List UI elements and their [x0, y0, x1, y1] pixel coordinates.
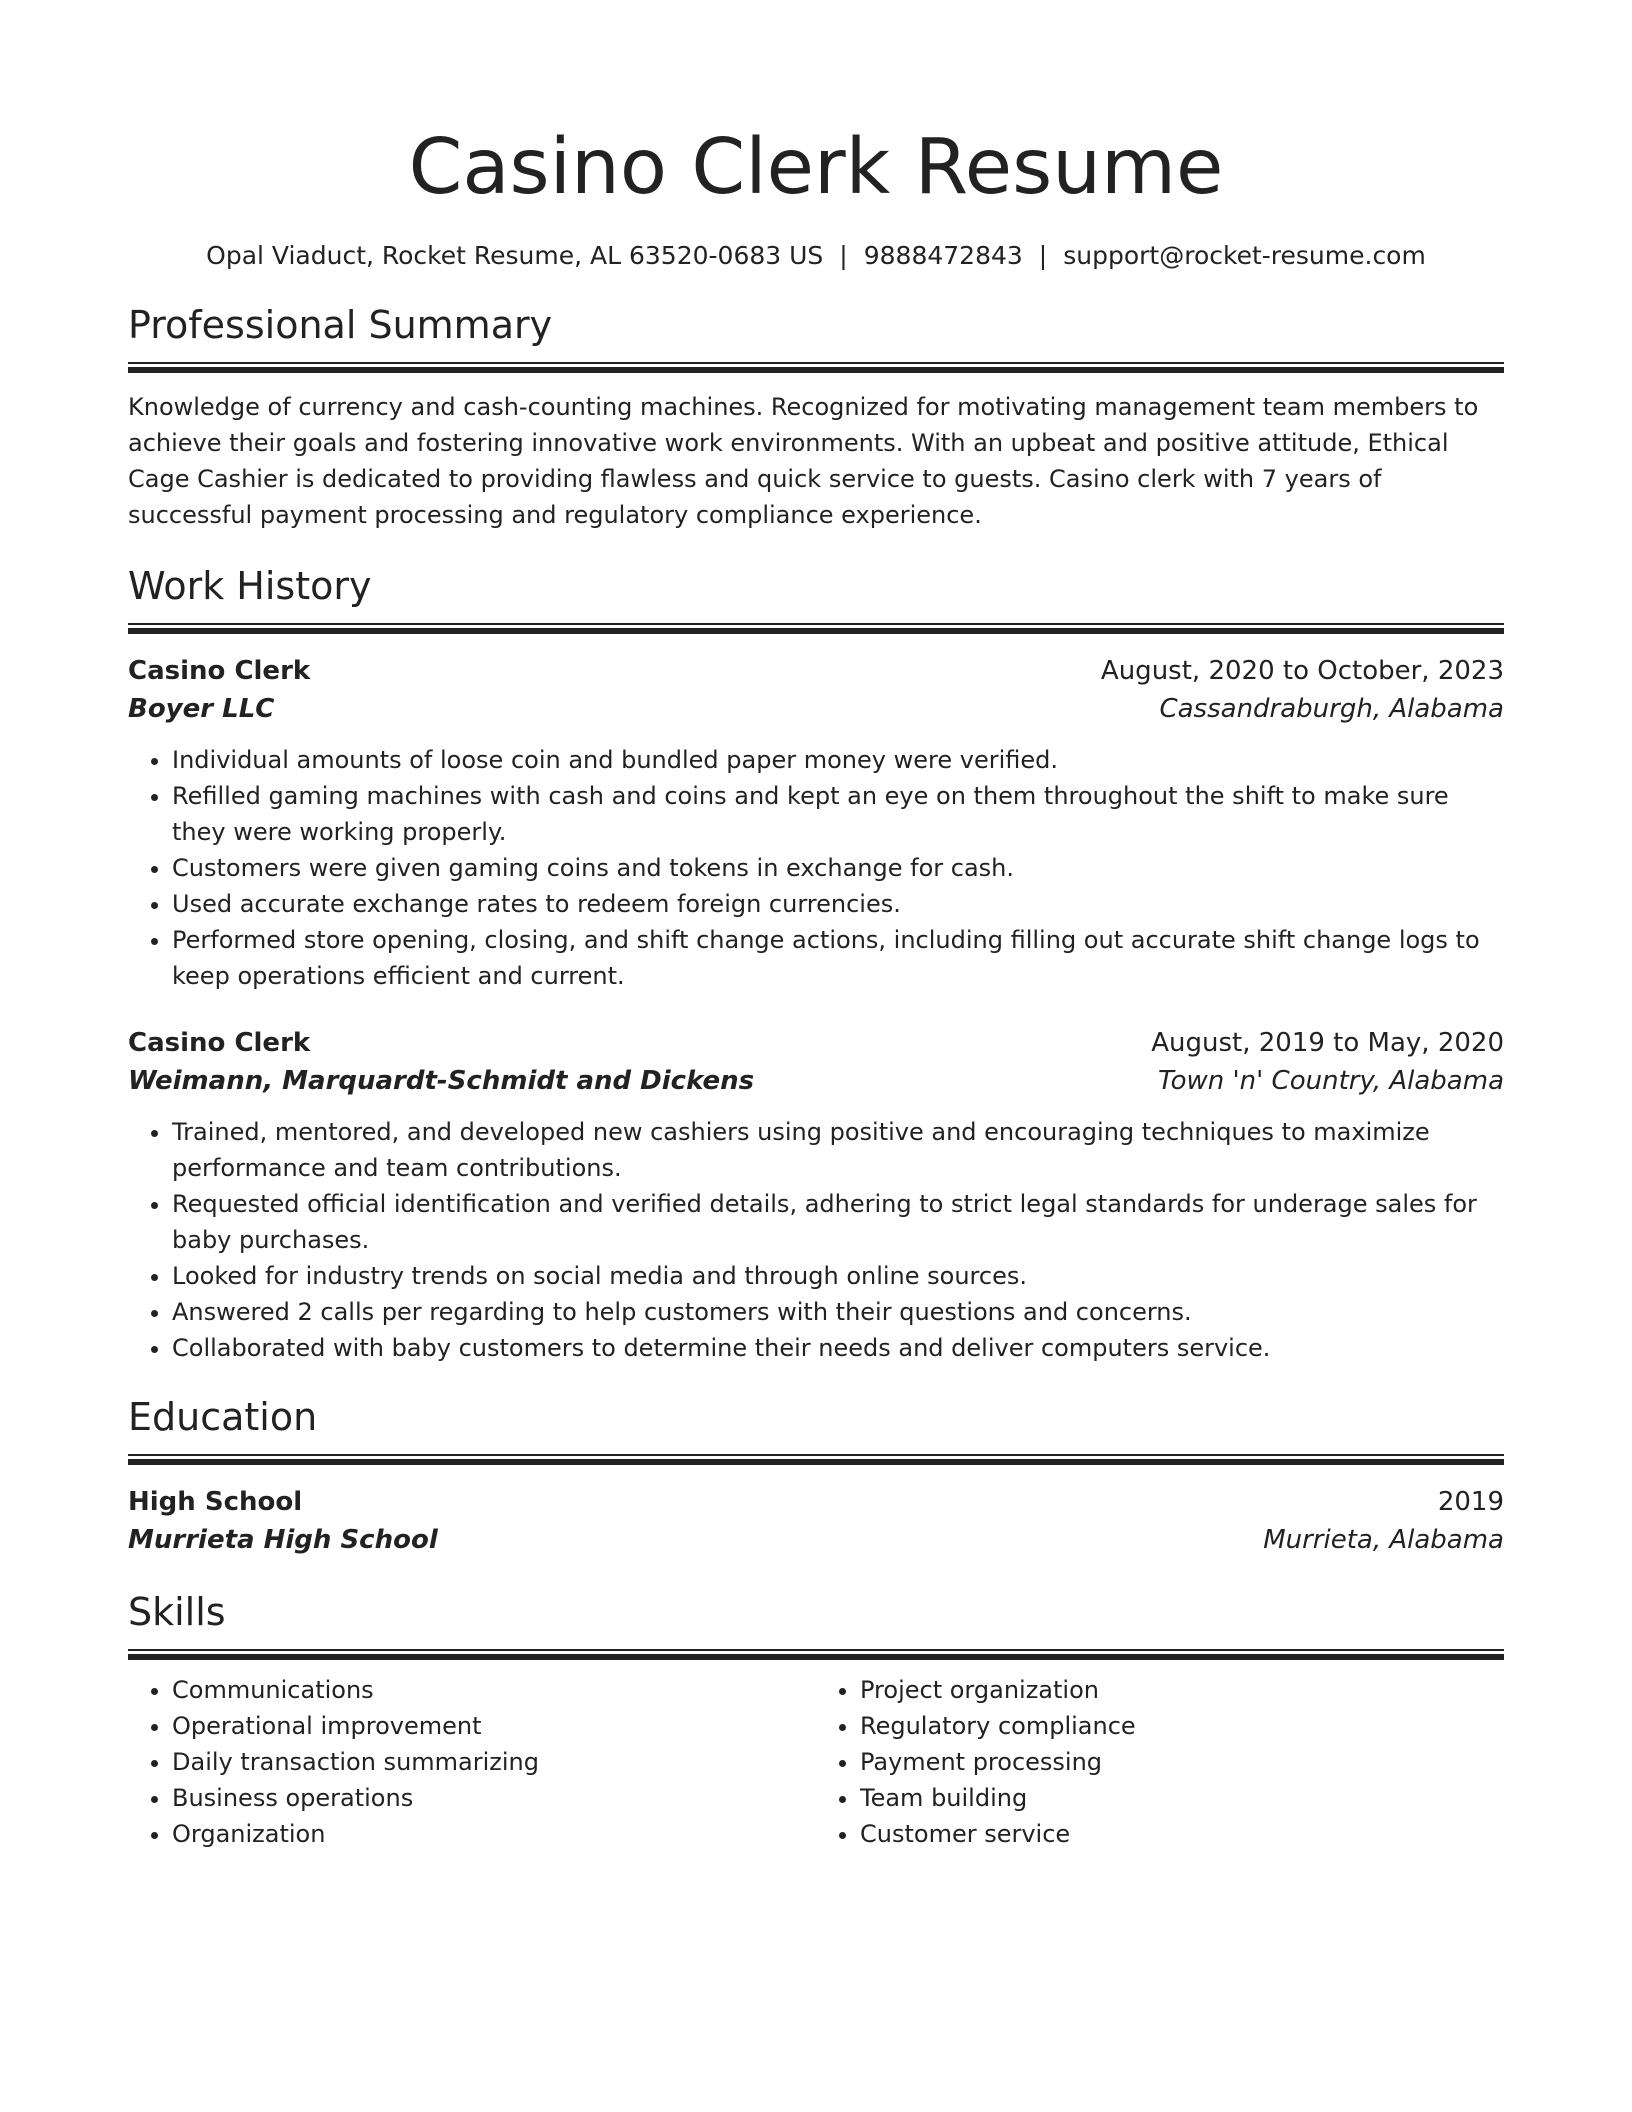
skill-item: • Operational improvement: [172, 1708, 816, 1744]
summary-text: Knowledge of currency and cash-counting machines. Recognized for motivating management team members to achieve their goals and fostering innovative work environments. With an upbeat and positive attitude, Ethical Cage Cashier is dedicated to providing flawless and quick service to guests. Casino clerk with 7 years of successful payment processing and regulatory compliance experience.: [128, 393, 1479, 529]
education-school: Murrieta High School: [128, 1525, 438, 1555]
section-divider: [128, 362, 1504, 373]
job-bullet: • Customers were given gaming coins and tokens in exchange for cash.: [172, 850, 1504, 886]
skill-item: • Daily transaction summarizing: [172, 1744, 816, 1780]
job-location: Town 'n' Country, Alabama: [1157, 1066, 1504, 1096]
education-entry: [128, 1483, 1504, 1559]
job-bullet: • Performed store opening, closing, and shift change actions, including filling out accurate shift change logs to keep operations efficient and current.: [172, 922, 1504, 994]
skill-item: • Team building: [860, 1780, 1504, 1816]
education-degree: High School: [128, 1487, 303, 1517]
job-bullet: • Trained, mentored, and developed new cashiers using positive and encouraging techniques to maximize performance and team contributions.: [172, 1114, 1504, 1186]
education-location: Murrieta, Alabama: [1263, 1525, 1504, 1555]
job-bullet: • Individual amounts of loose coin and bundled paper money were verified.: [172, 742, 1504, 778]
education-year: 2019: [1437, 1487, 1504, 1517]
contact-email: support@rocket-resume.com: [1063, 241, 1426, 270]
skill-item: • Business operations: [172, 1780, 816, 1816]
job-entry: [128, 652, 1504, 994]
job-header-row: [128, 1024, 1504, 1062]
job-company-row: [128, 1062, 1504, 1100]
job-bullet: • Looked for industry trends on social media and through online sources.: [172, 1258, 1504, 1294]
job-company: Weimann, Marquardt-Schmidt and Dickens: [128, 1066, 755, 1096]
section-divider: [128, 1649, 1504, 1660]
skills-list-left: [128, 1672, 816, 1852]
job-bullet: • Requested official identification and verified details, adhering to strict legal standards for underage sales for baby purchases.: [172, 1186, 1504, 1258]
skill-item: • Regulatory compliance: [860, 1708, 1504, 1744]
summary-section: [128, 300, 1504, 533]
job-bullet: • Answered 2 calls per regarding to help customers with their questions and concerns.: [172, 1294, 1504, 1330]
skill-item: • Payment processing: [860, 1744, 1504, 1780]
contact-address: Opal Viaduct, Rocket Resume, AL 63520-0683 US: [206, 241, 824, 270]
resume-title: Casino Clerk Resume: [408, 123, 1224, 212]
section-heading: Professional Summary: [128, 303, 553, 347]
contact-line: [128, 238, 1504, 274]
job-location: Cassandraburgh, Alabama: [1159, 694, 1504, 724]
skill-item: • Project organization: [860, 1672, 1504, 1708]
skill-item: • Customer service: [860, 1816, 1504, 1852]
section-heading: Work History: [128, 564, 372, 608]
contact-separator: |: [1038, 241, 1048, 270]
job-bullets: [128, 742, 1504, 994]
skill-item: • Organization: [172, 1816, 816, 1852]
contact-separator: |: [839, 241, 848, 270]
job-dates: August, 2019 to May, 2020: [1151, 1028, 1504, 1058]
job-bullets: [128, 1114, 1504, 1366]
education-section: [128, 1392, 1504, 1559]
section-heading: Education: [128, 1395, 318, 1439]
job-dates: August, 2020 to October, 2023: [1100, 656, 1504, 686]
job-title: Casino Clerk: [128, 656, 311, 686]
section-heading: Skills: [128, 1590, 226, 1634]
skills-columns: [128, 1672, 1504, 1852]
skills-section: [128, 1587, 1504, 1852]
work-history-section: [128, 561, 1504, 1366]
job-bullet: • Refilled gaming machines with cash and coins and kept an eye on them throughout the shift to make sure they were working properly.: [172, 778, 1504, 850]
job-bullet: • Used accurate exchange rates to redeem foreign currencies.: [172, 886, 1504, 922]
job-company-row: [128, 690, 1504, 728]
contact-phone: 9888472843: [863, 241, 1023, 270]
education-header-row: [128, 1483, 1504, 1521]
job-bullet: • Collaborated with baby customers to determine their needs and deliver computers service.: [172, 1330, 1504, 1366]
skill-item: • Communications: [172, 1672, 816, 1708]
job-entry: [128, 1024, 1504, 1366]
job-title: Casino Clerk: [128, 1028, 311, 1058]
skills-list-right: [816, 1672, 1504, 1852]
job-header-row: [128, 652, 1504, 690]
education-school-row: [128, 1521, 1504, 1559]
section-divider: [128, 1454, 1504, 1465]
section-divider: [128, 623, 1504, 634]
job-company: Boyer LLC: [128, 694, 275, 724]
